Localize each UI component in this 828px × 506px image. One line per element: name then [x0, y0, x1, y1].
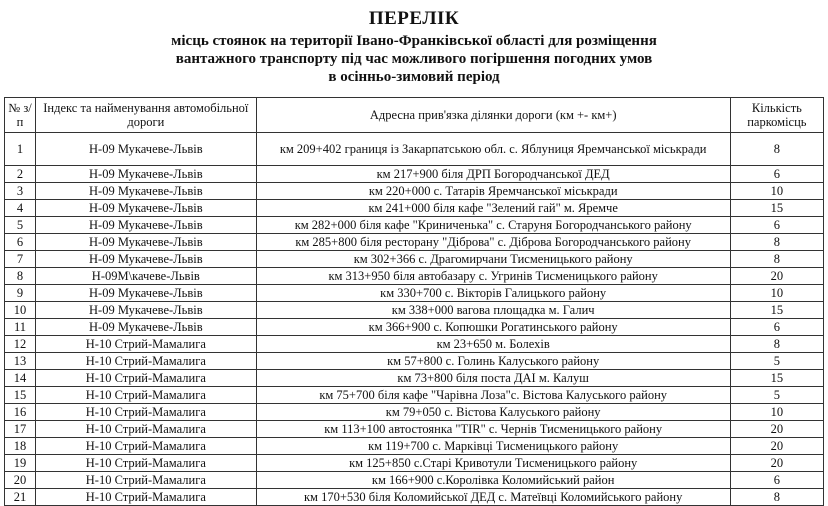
cell-count: 15	[730, 302, 823, 319]
cell-count: 15	[730, 200, 823, 217]
cell-address: км 313+950 біля автобазару с. Угринів Тисменицького району	[256, 268, 730, 285]
cell-num: 9	[5, 285, 36, 302]
cell-num: 13	[5, 353, 36, 370]
cell-road: Н-10 Стрий-Мамалига	[36, 336, 257, 353]
cell-address: км 73+800 біля поста ДАІ м. Калуш	[256, 370, 730, 387]
cell-road: Н-10 Стрий-Мамалига	[36, 472, 257, 489]
cell-count: 15	[730, 370, 823, 387]
cell-count: 6	[730, 319, 823, 336]
table-row	[5, 234, 824, 251]
cell-num: 7	[5, 251, 36, 268]
table-row	[5, 455, 824, 472]
cell-road: Н-09 Мукачеве-Львів	[36, 200, 257, 217]
table-row	[5, 251, 824, 268]
cell-address: км 119+700 с. Марківці Тисменицького району	[256, 438, 730, 455]
cell-address: км 57+800 с. Голинь Калуського району	[256, 353, 730, 370]
cell-count: 5	[730, 353, 823, 370]
table-row	[5, 421, 824, 438]
cell-address: км 302+366 с. Драгомирчани Тисменицького району	[256, 251, 730, 268]
cell-address: км 282+000 біля кафе "Криниченька" с. Старуня Богородчанського району	[256, 217, 730, 234]
table-row	[5, 336, 824, 353]
cell-num: 12	[5, 336, 36, 353]
cell-address: км 209+402 границя із Закарпатською обл. с. Яблуниця Яремчанської міськради	[256, 133, 730, 166]
cell-num: 17	[5, 421, 36, 438]
table-row	[5, 302, 824, 319]
cell-count: 20	[730, 268, 823, 285]
column-header-address: Адресна прив'язка ділянки дороги (км +- км+)	[256, 98, 730, 133]
cell-count: 8	[730, 251, 823, 268]
cell-num: 3	[5, 183, 36, 200]
table-row	[5, 183, 824, 200]
cell-count: 10	[730, 404, 823, 421]
cell-num: 5	[5, 217, 36, 234]
cell-num: 16	[5, 404, 36, 421]
cell-count: 8	[730, 489, 823, 506]
table-row	[5, 387, 824, 404]
document-title: ПЕРЕЛІК	[368, 8, 460, 29]
table-header-row	[5, 98, 824, 133]
cell-address: км 75+700 біля кафе "Чарівна Лоза"с. Вістова Калуського району	[256, 387, 730, 404]
cell-num: 8	[5, 268, 36, 285]
cell-road: Н-09 Мукачеве-Львів	[36, 285, 257, 302]
table-row	[5, 370, 824, 387]
cell-count: 20	[730, 438, 823, 455]
cell-road: Н-10 Стрий-Мамалига	[36, 387, 257, 404]
cell-count: 10	[730, 183, 823, 200]
cell-num: 2	[5, 166, 36, 183]
cell-road: Н-09М\качеве-Львів	[36, 268, 257, 285]
subtitle-line-2: вантажного транспорту під час можливого погіршення погодних умов	[175, 51, 653, 67]
cell-address: км 285+800 біля ресторану "Діброва" с. Діброва Богородчанського району	[256, 234, 730, 251]
cell-road: Н-10 Стрий-Мамалига	[36, 438, 257, 455]
cell-count: 20	[730, 421, 823, 438]
cell-num: 18	[5, 438, 36, 455]
cell-address: км 330+700 с. Вікторів Галицького району	[256, 285, 730, 302]
cell-count: 8	[730, 234, 823, 251]
cell-num: 15	[5, 387, 36, 404]
cell-num: 14	[5, 370, 36, 387]
column-header-count: Кількість паркомісць	[730, 98, 823, 133]
cell-road: Н-10 Стрий-Мамалига	[36, 455, 257, 472]
subtitle-line-1: місць стоянок на території Івано-Франківської області для розміщення	[171, 33, 657, 49]
cell-road: Н-09 Мукачеве-Львів	[36, 251, 257, 268]
table-row	[5, 217, 824, 234]
cell-count: 20	[730, 455, 823, 472]
column-header-road: Індекс та найменування автомобільної дороги	[36, 98, 257, 133]
cell-num: 21	[5, 489, 36, 506]
cell-count: 10	[730, 285, 823, 302]
cell-road: Н-09 Мукачеве-Львів	[36, 183, 257, 200]
table-row	[5, 319, 824, 336]
cell-road: Н-10 Стрий-Мамалига	[36, 489, 257, 506]
cell-road: Н-09 Мукачеве-Львів	[36, 133, 257, 166]
cell-num: 19	[5, 455, 36, 472]
subtitle-line-3: в осінньо-зимовий період	[328, 69, 500, 85]
cell-num: 11	[5, 319, 36, 336]
cell-address: км 220+000 с. Татарів Яремчанської міськради	[256, 183, 730, 200]
cell-count: 8	[730, 133, 823, 166]
cell-count: 5	[730, 387, 823, 404]
table-row	[5, 472, 824, 489]
cell-address: км 23+650 м. Болехів	[256, 336, 730, 353]
cell-address: км 79+050 с. Вістова Калуського району	[256, 404, 730, 421]
cell-address: км 113+100 автостоянка "TIR" с. Чернів Тисменицького району	[256, 421, 730, 438]
cell-num: 10	[5, 302, 36, 319]
cell-address: км 125+850 с.Старі Кривотули Тисменицького району	[256, 455, 730, 472]
cell-num: 4	[5, 200, 36, 217]
cell-address: км 241+000 біля кафе "Зелений гай" м. Яремче	[256, 200, 730, 217]
cell-num: 20	[5, 472, 36, 489]
cell-road: Н-10 Стрий-Мамалига	[36, 370, 257, 387]
cell-address: км 366+900 с. Копюшки Рогатинського району	[256, 319, 730, 336]
table-row	[5, 133, 824, 166]
cell-num: 1	[5, 133, 36, 166]
cell-address: км 170+530 біля Коломийської ДЕД с. Матеївці Коломийського району	[256, 489, 730, 506]
cell-road: Н-10 Стрий-Мамалига	[36, 421, 257, 438]
cell-count: 6	[730, 472, 823, 489]
cell-road: Н-09 Мукачеве-Львів	[36, 319, 257, 336]
cell-road: Н-10 Стрий-Мамалига	[36, 404, 257, 421]
cell-road: Н-09 Мукачеве-Львів	[36, 166, 257, 183]
cell-address: км 166+900 с.Королівка Коломийський район	[256, 472, 730, 489]
cell-count: 8	[730, 336, 823, 353]
cell-count: 6	[730, 166, 823, 183]
cell-road: Н-09 Мукачеве-Львів	[36, 217, 257, 234]
table-row	[5, 353, 824, 370]
table-row	[5, 166, 824, 183]
table-row	[5, 285, 824, 302]
cell-address: км 217+900 біля ДРП Богородчанської ДЕД	[256, 166, 730, 183]
column-header-num: № з/п	[5, 98, 36, 133]
table-row	[5, 438, 824, 455]
parking-table	[4, 97, 824, 506]
table-row	[5, 200, 824, 217]
table-row	[5, 404, 824, 421]
cell-road: Н-09 Мукачеве-Львів	[36, 234, 257, 251]
cell-road: Н-09 Мукачеве-Львів	[36, 302, 257, 319]
cell-num: 6	[5, 234, 36, 251]
cell-road: Н-10 Стрий-Мамалига	[36, 353, 257, 370]
table-body	[5, 133, 824, 506]
table-row	[5, 268, 824, 285]
cell-address: км 338+000 вагова площадка м. Галич	[256, 302, 730, 319]
cell-count: 6	[730, 217, 823, 234]
